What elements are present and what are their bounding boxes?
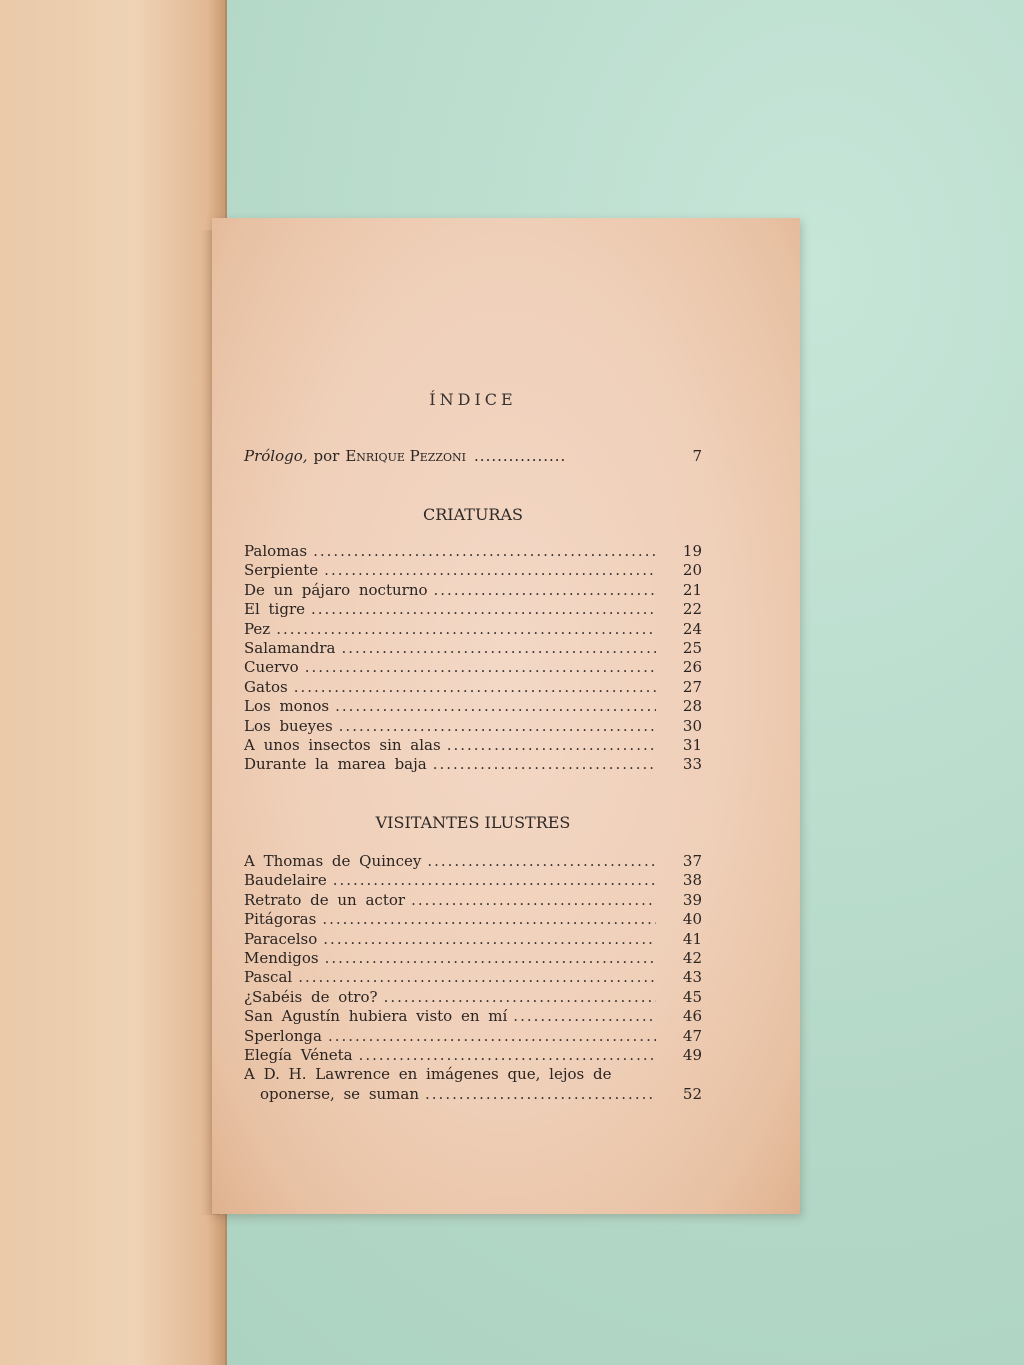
toc-entry bbox=[244, 581, 702, 600]
toc-leader-dots bbox=[425, 1085, 656, 1104]
toc-list-criaturas bbox=[244, 542, 702, 775]
toc-entry-page: 43 bbox=[682, 968, 702, 987]
left-book-page bbox=[0, 0, 227, 1365]
prologue-page: 7 bbox=[692, 447, 702, 465]
toc-entry-title: Sperlonga bbox=[244, 1026, 322, 1045]
toc-leader-dots bbox=[335, 697, 656, 716]
toc-entry-title: San Agustín hubiera visto en mí bbox=[244, 1007, 508, 1026]
toc-entry-title: Los monos bbox=[244, 697, 330, 716]
toc-entry-title: Mendigos bbox=[244, 948, 319, 967]
toc-leader-dots bbox=[325, 949, 656, 968]
toc-entry bbox=[244, 561, 702, 580]
prologue-entry bbox=[244, 447, 702, 465]
toc-leader-dots bbox=[339, 717, 656, 736]
toc-entry-title: Paracelso bbox=[244, 929, 318, 948]
toc-entry-title: Pascal bbox=[244, 968, 293, 987]
toc-entry bbox=[244, 600, 702, 619]
toc-leader-dots bbox=[427, 852, 656, 871]
toc-leader-dots bbox=[384, 988, 656, 1007]
toc-entry bbox=[244, 697, 702, 716]
toc-entry-page: 27 bbox=[682, 677, 702, 696]
toc-entry bbox=[244, 639, 702, 658]
toc-entry-page: 20 bbox=[682, 561, 702, 580]
toc-leader-dots bbox=[411, 891, 656, 910]
toc-leader-dots bbox=[276, 620, 656, 639]
toc-leader-dots bbox=[323, 930, 656, 949]
toc-entry-page: 38 bbox=[682, 871, 702, 890]
toc-entry bbox=[244, 871, 702, 890]
toc-entry-title: A unos insectos sin alas bbox=[244, 735, 441, 754]
prologue-label: Prólogo, bbox=[244, 447, 308, 465]
toc-entry bbox=[244, 736, 702, 755]
toc-entry bbox=[244, 620, 702, 639]
toc-leader-dots bbox=[433, 755, 656, 774]
toc-entry-page: 37 bbox=[682, 852, 702, 870]
toc-entry-page: 45 bbox=[682, 987, 702, 1006]
toc-entry-title: Pitágoras bbox=[244, 910, 317, 929]
toc-entry-page: 19 bbox=[682, 542, 702, 560]
prologue-by: por bbox=[313, 447, 340, 465]
toc-entry-title: A D. H. Lawrence en imágenes que, lejos de bbox=[244, 1065, 612, 1084]
toc-entry-page: 33 bbox=[682, 755, 702, 774]
toc-entry-title: A Thomas de Quincey bbox=[244, 852, 422, 870]
toc-entry-page: 46 bbox=[682, 1007, 702, 1026]
toc-entry-page: 31 bbox=[682, 735, 702, 754]
toc-leader-dots bbox=[434, 581, 656, 600]
toc-entry bbox=[244, 891, 702, 910]
toc-entry bbox=[244, 949, 702, 968]
toc-leader-dots bbox=[328, 1027, 656, 1046]
toc-entry bbox=[244, 988, 702, 1007]
toc-entry-page: 39 bbox=[682, 890, 702, 909]
toc-leader-dots bbox=[342, 639, 656, 658]
toc-leader-dots bbox=[298, 968, 656, 987]
toc-entry-page: 26 bbox=[682, 658, 702, 677]
toc-entry bbox=[244, 1046, 702, 1065]
toc-entry bbox=[244, 678, 702, 697]
toc-leader-dots bbox=[311, 600, 656, 619]
toc-entry-title: El tigre bbox=[244, 600, 305, 619]
toc-entry-page: 25 bbox=[682, 638, 702, 657]
toc-entry bbox=[244, 852, 702, 871]
toc-leader-dots bbox=[313, 542, 656, 561]
toc-leader-dots bbox=[513, 1007, 656, 1026]
toc-entry bbox=[244, 1085, 702, 1104]
toc-entry bbox=[244, 658, 702, 677]
toc-entry bbox=[244, 1065, 702, 1084]
toc-entry-title: Salamandra bbox=[244, 638, 336, 657]
toc-entry-page: 21 bbox=[682, 580, 702, 599]
toc-entry-title: Retrato de un actor bbox=[244, 890, 406, 909]
toc-entry bbox=[244, 930, 702, 949]
prologue-author: Enrique Pezzoni bbox=[345, 447, 467, 465]
toc-leader-dots bbox=[359, 1046, 656, 1065]
toc-entry-title: ¿Sabéis de otro? bbox=[244, 987, 378, 1006]
toc-leader-dots bbox=[324, 561, 656, 580]
toc-entry-page: 24 bbox=[682, 619, 702, 638]
toc-entry-page: 28 bbox=[682, 697, 702, 716]
toc-leader-dots bbox=[294, 678, 656, 697]
index-page bbox=[212, 218, 800, 1214]
toc-entry-title: oponerse, se suman bbox=[260, 1084, 420, 1103]
toc-leader-dots bbox=[447, 736, 656, 755]
toc-entry-title: Palomas bbox=[244, 542, 308, 560]
toc-entry-page: 47 bbox=[682, 1026, 702, 1045]
prologue-leader-dots: ................ bbox=[474, 447, 567, 465]
toc-entry-page: 52 bbox=[682, 1084, 702, 1103]
toc-entry bbox=[244, 717, 702, 736]
toc-leader-dots bbox=[305, 658, 656, 677]
toc-entry bbox=[244, 1007, 702, 1026]
index-title: ÍNDICE bbox=[429, 390, 517, 409]
toc-entry-title: Pez bbox=[244, 619, 271, 638]
toc-leader-dots bbox=[322, 910, 656, 929]
toc-entry-page: 41 bbox=[682, 929, 702, 948]
section-title-visitantes: VISITANTES ILUSTRES bbox=[375, 813, 571, 832]
toc-entry bbox=[244, 755, 702, 774]
toc-entry-page: 22 bbox=[682, 600, 702, 619]
toc-entry bbox=[244, 910, 702, 929]
toc-entry-title: Serpiente bbox=[244, 561, 319, 580]
toc-entry-page: 49 bbox=[682, 1045, 702, 1064]
toc-entry-title: Los bueyes bbox=[244, 716, 333, 735]
toc-leader-dots bbox=[333, 871, 656, 890]
toc-entry-title: De un pájaro nocturno bbox=[244, 580, 428, 599]
toc-entry-title: Baudelaire bbox=[244, 871, 327, 890]
toc-entry-title: Elegía Véneta bbox=[244, 1045, 353, 1064]
toc-list-visitantes bbox=[244, 852, 702, 1104]
toc-entry-title: Cuervo bbox=[244, 658, 299, 677]
toc-entry-title: Durante la marea baja bbox=[244, 755, 427, 774]
toc-entry-page: 42 bbox=[682, 948, 702, 967]
toc-entry bbox=[244, 1027, 702, 1046]
section-title-criaturas: CRIATURAS bbox=[422, 505, 523, 524]
toc-entry bbox=[244, 542, 702, 561]
toc-entry bbox=[244, 968, 702, 987]
toc-entry-page: 40 bbox=[682, 910, 702, 929]
toc-entry-page: 30 bbox=[682, 716, 702, 735]
toc-entry-title: Gatos bbox=[244, 677, 288, 696]
